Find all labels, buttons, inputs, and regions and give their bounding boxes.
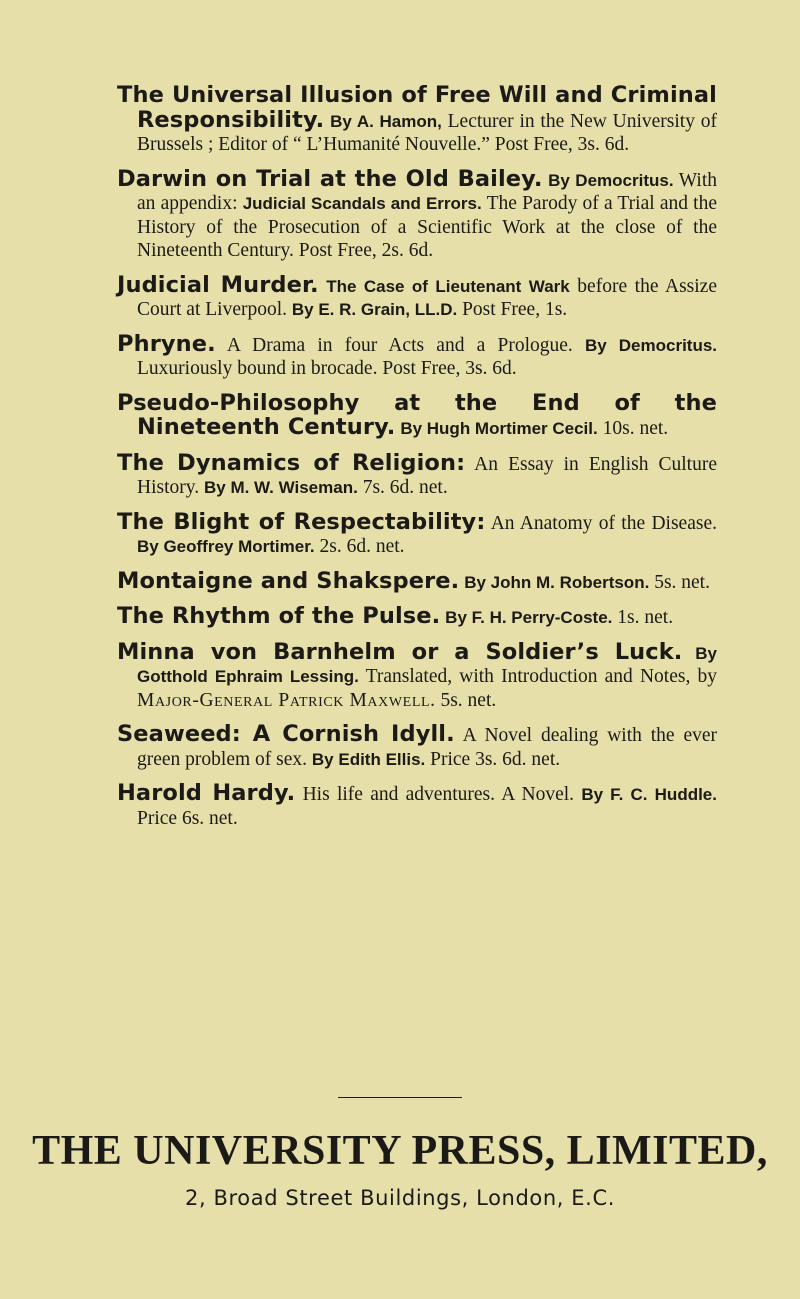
book-description: An Essay in English Culture History. (137, 453, 718, 498)
book-entry (117, 84, 717, 157)
book-details: 10s. net. (597, 418, 669, 439)
book-subtitle: The Case of Lieutenant Wark (326, 276, 570, 296)
publisher-name: THE UNIVERSITY PRESS, LIMITED, (32, 1128, 768, 1174)
book-author: By F. H. Perry-Coste. (445, 608, 613, 627)
book-details: 5s. net. (649, 571, 710, 593)
book-title: Judicial Murder. (117, 271, 319, 298)
book-entry (117, 567, 717, 595)
book-details: The Parody of a Trial and the History of the Prosecution of a Scientific Work at the close of the Nineteenth Century. Post Free, 2s. 6d. (137, 193, 717, 261)
book-description: With an appendix: (137, 169, 718, 214)
book-title: Seaweed: A Cornish Idyll. (117, 721, 455, 747)
book-title: Pseudo-Philosophy at the End of the Nineteenth Century. (117, 389, 717, 440)
book-author: By Democritus. (548, 170, 674, 190)
book-title: Montaigne and Shakspere. (117, 567, 460, 594)
book-author: By Gotthold Ephraim Lessing. (137, 643, 717, 686)
book-details: 2s. 6d. net. (314, 536, 405, 557)
book-title: Phryne. (117, 330, 216, 357)
divider-rule (338, 1097, 462, 1098)
book-entry (117, 389, 717, 441)
book-appendix-title: Judicial Scandals and Errors. (242, 194, 482, 213)
book-author: By John M. Robertson. (464, 572, 650, 592)
book-entry (117, 449, 718, 500)
book-entry (117, 638, 718, 713)
book-title: Darwin on Trial at the Old Bailey. (117, 165, 543, 192)
book-details: 7s. 6d. net. (357, 477, 448, 498)
book-entry (117, 330, 718, 381)
book-title: Harold Hardy. (117, 780, 296, 806)
book-translator: Major-General Patrick Maxwell. (137, 689, 436, 711)
book-description: His life and adventures. A Novel. (295, 784, 582, 805)
book-description: A Drama in four Acts and a Prologue. (215, 334, 585, 356)
book-title: The Dynamics of Religion: (117, 449, 466, 476)
book-entry (117, 605, 717, 630)
book-details: Post Free, 1s. (457, 299, 568, 320)
publisher-address: 2, Broad Street Buildings, London, E.C. (185, 1186, 615, 1210)
book-details: 5s. net. (435, 689, 497, 711)
book-entry (117, 782, 717, 830)
book-author: By F. C. Huddle. (581, 785, 717, 804)
book-author: By Edith Ellis. (311, 749, 426, 769)
book-details: Price 3s. 6d. net. (425, 748, 561, 770)
book-entry (117, 723, 717, 771)
book-author: By Geoffrey Mortimer. (137, 537, 315, 556)
book-author: By M. W. Wiseman. (203, 478, 358, 497)
book-author: By A. Hamon, (330, 111, 442, 131)
book-details: 1s. net. (612, 607, 674, 628)
book-list (117, 84, 717, 841)
book-description: before the Assize Court at Liverpool. (137, 275, 717, 320)
book-title: The Rhythm of the Pulse. (117, 603, 441, 629)
book-entry (117, 508, 717, 559)
book-description: An Anatomy of the Disease. (485, 512, 717, 534)
book-author: By Democritus. (584, 335, 718, 355)
book-entry (117, 165, 718, 263)
book-description: Translated, with Introduction and Notes, by (358, 666, 718, 687)
book-author: By Hugh Mortimer Cecil. (400, 419, 598, 438)
book-entry (117, 271, 717, 322)
book-title: Minna von Barnhelm or a Soldier’s Luck. (117, 638, 683, 665)
book-details: Price 6s. net. (137, 807, 238, 829)
book-title: The Universal Illusion of Free Will and Criminal Responsibility. (117, 82, 717, 133)
book-details: Lecturer in the New University of Brussels ; Editor of “ L’Humanité Nouvelle.” Post Free, 3s. 6d. (137, 110, 718, 155)
book-description: A Novel dealing with the ever green problem of sex. (137, 725, 718, 770)
book-title: The Blight of Respectability: (117, 508, 486, 535)
book-details: Luxuriously bound in brocade. Post Free, 3s. 6d. (137, 358, 517, 379)
book-author: By E. R. Grain, LL.D. (291, 300, 458, 319)
